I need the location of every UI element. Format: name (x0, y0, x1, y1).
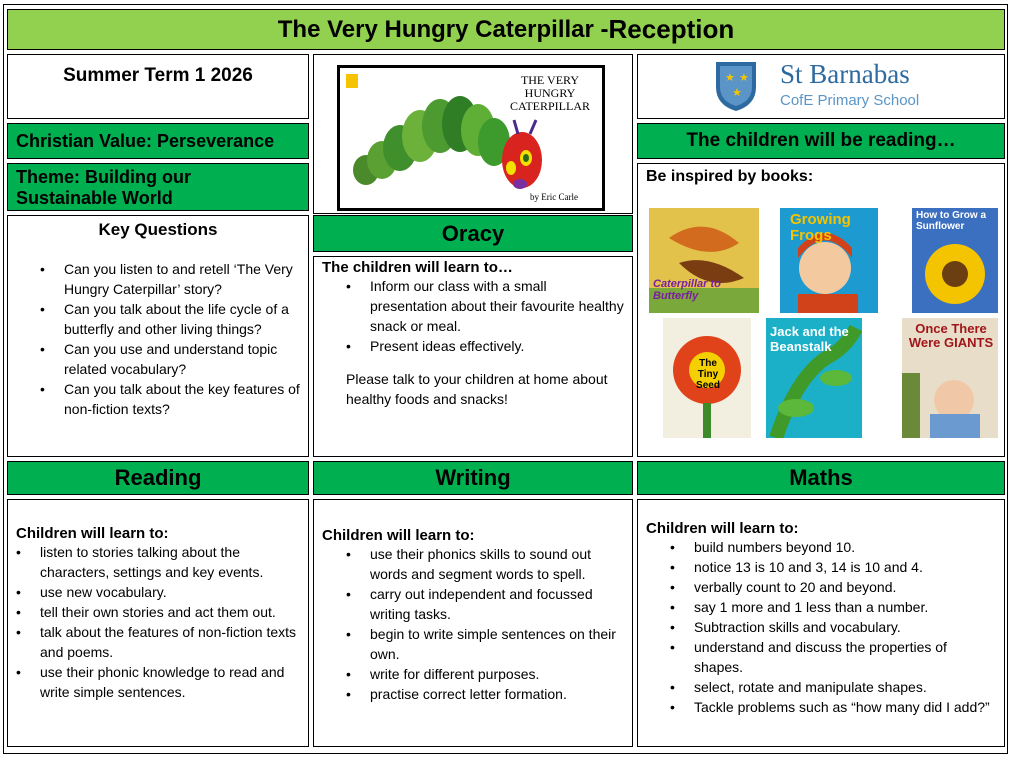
oracy-heading-label: Oracy (441, 220, 505, 246)
oracy-box (313, 256, 633, 457)
theme-label: Theme: Building our Sustainable World (16, 167, 191, 208)
book-thumb-6 (902, 318, 998, 438)
maths-box (637, 499, 1005, 747)
reading-intro: Children will learn to: (16, 525, 169, 542)
list-item: • understand and discuss the properties of shapes. (694, 637, 998, 677)
christian-value-label: Christian Value: Perseverance (16, 131, 275, 151)
maths-intro: Children will learn to: (646, 520, 799, 537)
list-item: • Tackle problems such as “how many did I add?” (694, 697, 998, 717)
maths-heading-label: Maths (789, 465, 853, 490)
maths-heading (637, 461, 1005, 495)
list-item: • verbally count to 20 and beyond. (694, 577, 998, 597)
inspired-label: Be inspired by books: (646, 168, 814, 185)
book-cover-cell (313, 54, 633, 214)
school-subtitle: CofE Primary School (780, 92, 920, 109)
list-item: • notice 13 is 10 and 3, 14 is 10 and 4. (694, 557, 998, 577)
term-label: Summer Term 1 2026 (63, 65, 253, 86)
list-item: • Can you listen to and retell ‘The Very Hungry Caterpillar’ story? (64, 259, 302, 299)
oracy-heading (313, 215, 633, 252)
svg-text:★: ★ (725, 72, 735, 84)
list-item: • select, rotate and manipulate shapes. (694, 677, 998, 697)
list-item: • listen to stories talking about the characters, settings and key events. (40, 542, 302, 582)
theme-bar (7, 163, 309, 211)
book-thumb-4-title: The Tiny Seed (696, 358, 720, 391)
book-cover-author: by Eric Carle (530, 192, 578, 202)
reading-box (7, 499, 309, 747)
book-thumb-1-title: Caterpillar to Butterfly (653, 278, 721, 302)
list-item: • say 1 more and 1 less than a number. (694, 597, 998, 617)
list-item: • talk about the features of non-fiction texts and poems. (40, 622, 302, 662)
book-thumb-2-title: Growing Frogs (790, 211, 851, 244)
school-crest-icon (713, 59, 759, 113)
title-bar (7, 9, 1005, 50)
key-questions-list (64, 259, 302, 419)
reading-heading-label: Reading (114, 465, 202, 490)
book-thumb-1 (649, 208, 759, 313)
school-name: St Barnabas (780, 59, 910, 89)
reading-heading (7, 461, 309, 495)
book-thumb-3-title: How to Grow a Sunflower (916, 210, 986, 232)
oracy-note: Please talk to your children at home about healthy foods and snacks! (346, 371, 608, 407)
list-item: • use their phonic knowledge to read and write simple sentences. (40, 662, 302, 702)
list-item: • write for different purposes. (370, 664, 626, 684)
key-questions-heading: Key Questions (98, 220, 218, 239)
book-cover (337, 65, 605, 211)
book-thumb-4 (663, 318, 751, 438)
list-item: • carry out independent and focussed writing tasks. (370, 584, 626, 624)
list-item: • Can you talk about the life cycle of a butterfly and other living things? (64, 299, 302, 339)
school-logo-cell (637, 54, 1005, 119)
list-item: • use their phonics skills to sound out words and segment words to spell. (370, 544, 626, 584)
book-thumb-5-title: Jack and the Beanstalk (770, 324, 849, 354)
list-item: • Can you use and understand topic related vocabulary? (64, 339, 302, 379)
christian-value-bar (7, 123, 309, 159)
term-box (7, 54, 309, 119)
book-thumb-5 (766, 318, 862, 438)
svg-text:★: ★ (732, 87, 742, 99)
list-item: • Inform our class with a small presentation about their favourite healthy snack or meal. (370, 276, 626, 336)
reading-list (40, 542, 302, 702)
title-main: The Very Hungry Caterpillar - (277, 15, 609, 43)
list-item: • practise correct letter formation. (370, 684, 626, 704)
list-item: • begin to write simple sentences on their own. (370, 624, 626, 664)
book-thumb-6-title: Once There Were GIANTS (908, 321, 994, 350)
title-emphasis: Reception (608, 14, 735, 44)
reading-list-heading (637, 123, 1005, 159)
list-item: • Present ideas effectively. (370, 336, 626, 356)
svg-text:★: ★ (739, 72, 749, 84)
list-item: • build numbers beyond 10. (694, 537, 998, 557)
writing-heading (313, 461, 633, 495)
reading-list-heading-label: The children will be reading… (686, 130, 956, 151)
publisher-logo (346, 74, 358, 88)
books-panel (637, 163, 1005, 457)
writing-heading-label: Writing (435, 465, 511, 490)
list-item: • tell their own stories and act them out. (40, 602, 302, 622)
key-questions-box (7, 215, 309, 457)
list-item: • Subtraction skills and vocabulary. (694, 617, 998, 637)
list-item: • Can you talk about the key features of non-fiction texts? (64, 379, 302, 419)
oracy-intro: The children will learn to… (322, 259, 513, 276)
oracy-list (370, 276, 626, 356)
book-cover-title: THE VERY HUNGRY CATERPILLAR (509, 73, 590, 113)
book-thumb-3 (912, 208, 998, 313)
list-item: • use new vocabulary. (40, 582, 302, 602)
writing-list (370, 544, 626, 704)
book-thumb-2 (780, 208, 878, 313)
writing-box (313, 499, 633, 747)
writing-intro: Children will learn to: (322, 527, 475, 544)
maths-list (694, 537, 998, 717)
